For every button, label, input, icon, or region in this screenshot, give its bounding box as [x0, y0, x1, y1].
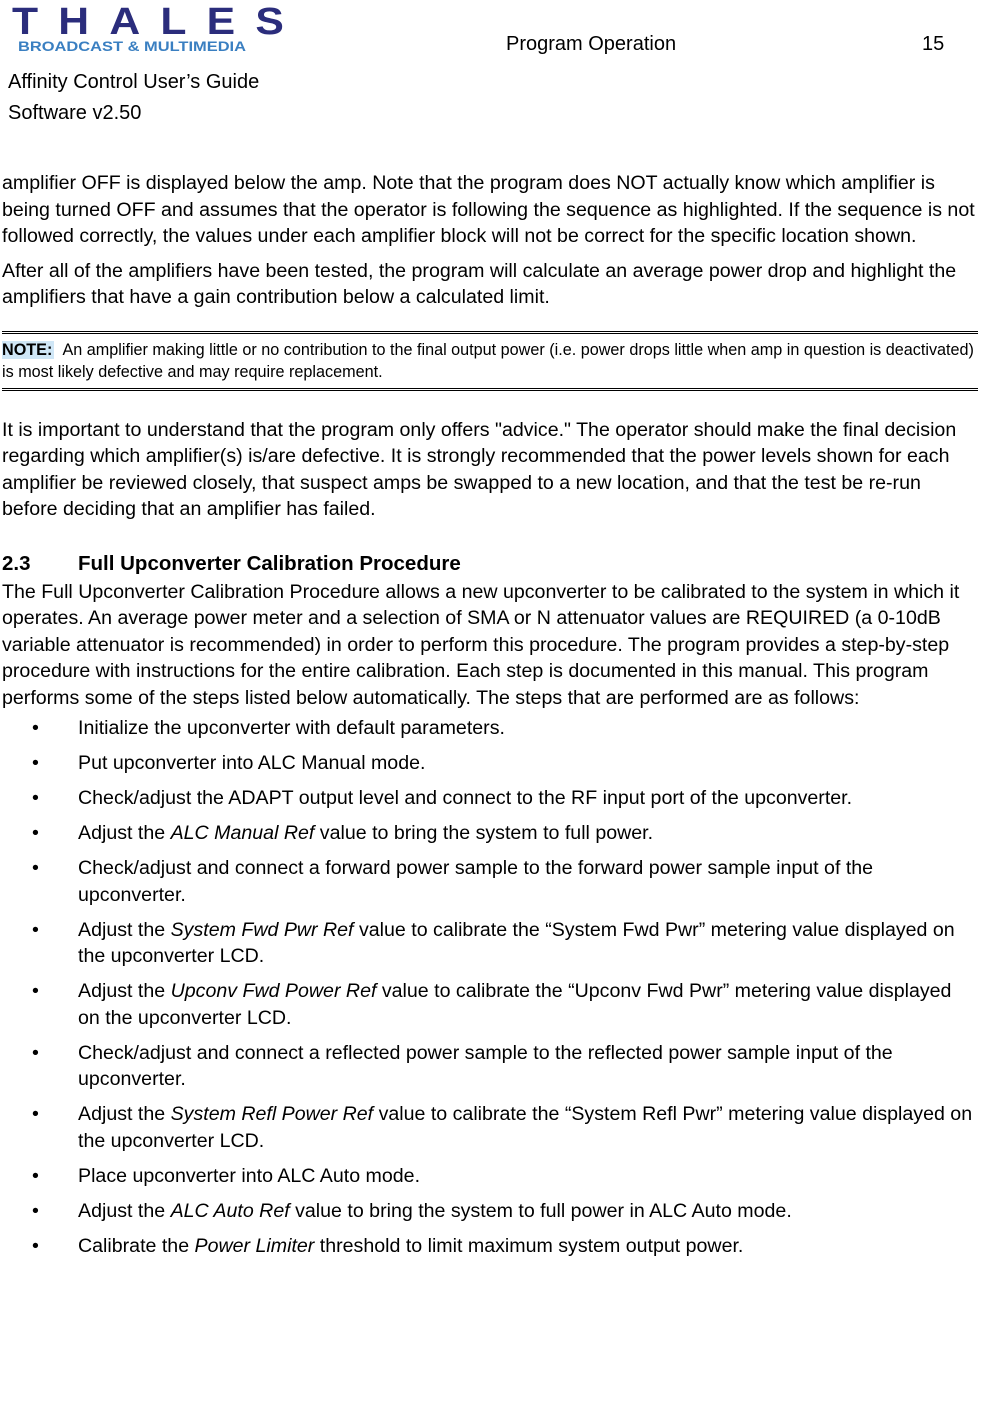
list-item: [2, 1163, 978, 1190]
list-item: [2, 820, 978, 847]
step-text: Check/adjust and connect a forward power sample to the forward power sample input of the upconverter.: [78, 857, 874, 906]
list-item: [2, 1198, 978, 1225]
step-text-continued: value to bring the system to full power in ALC Auto mode.: [289, 1199, 792, 1222]
step-text: Adjust the: [78, 918, 171, 941]
guide-title: Affinity Control User’s Guide: [8, 71, 260, 93]
step-text: Place upconverter into ALC Auto mode.: [78, 1164, 421, 1187]
list-item: [2, 1233, 978, 1260]
paragraph-average-power-drop: After all of the amplifiers have been tested, the program will calculate an average power drop and highlight the amplifiers that have a gain contribution below a calculated limit.: [2, 259, 957, 308]
list-item: [2, 917, 978, 970]
list-item: [2, 785, 978, 812]
bullet-icon: •: [32, 1041, 39, 1064]
bullet-icon: •: [32, 1234, 39, 1257]
section-title: Program Operation: [506, 33, 677, 55]
page-content: [2, 170, 978, 1268]
step-parameter-name: ALC Manual Ref: [170, 822, 315, 844]
section-intro: The Full Upconverter Calibration Procedure allows a new upconverter to be calibrated to the system in which it operates. An average power meter and a selection of SMA or N attenuator values are REQUIRED (a 0-10dB variable attenuator is recommended) in order to perform this procedure. The program provides a step-by-step procedure with instructions for the entire calibration. Each step is documented in this manual. This program performs some of the steps listed below automatically. The steps that are performed are as follows:: [2, 580, 960, 709]
note-box: [2, 331, 978, 391]
step-parameter-name: Upconv Fwd Power Ref: [170, 980, 377, 1002]
step-text: Initialize the upconverter with default parameters.: [78, 717, 505, 739]
bullet-icon: •: [32, 980, 39, 1002]
bullet-icon: •: [32, 717, 39, 739]
list-item: [2, 978, 978, 1031]
bullet-icon: •: [32, 1164, 39, 1187]
calibration-steps-list: [2, 715, 978, 1259]
bullet-icon: •: [32, 1199, 39, 1222]
list-item: [2, 1101, 978, 1154]
step-text: Put upconverter into ALC Manual mode.: [78, 752, 426, 774]
bullet-icon: •: [32, 1103, 39, 1125]
logo-tagline: BROADCAST & MULTIMEDIA: [18, 39, 247, 54]
note-text: An amplifier making little or no contribution to the final output power (i.e. power drops little when amp in question is deactivated) is most likely defective and may require replacement.: [2, 340, 974, 381]
step-parameter-name: System Refl Power Ref: [170, 1103, 374, 1125]
paragraph-advice: It is important to understand that the program only offers "advice." The operator should make the final decision regarding which amplifier(s) is/are defective. It is strongly recommended that the power levels shown for each amplifier be reviewed closely, that suspect amps be swapped to a new location, and that the test be re-run before deciding that an amplifier has failed.: [2, 418, 957, 520]
step-text-continued: value to bring the system to full power.: [314, 822, 654, 844]
header-doc-info: [8, 67, 259, 129]
bullet-icon: •: [32, 918, 39, 941]
step-text: Calibrate the: [78, 1234, 195, 1257]
step-parameter-name: ALC Auto Ref: [170, 1199, 290, 1222]
list-item: [2, 1040, 978, 1093]
section-number: 2.3: [2, 551, 31, 575]
page-number: 15: [922, 33, 945, 55]
step-parameter-name: Power Limiter: [194, 1234, 315, 1257]
list-item: [2, 715, 978, 742]
step-text: Adjust the: [78, 980, 171, 1002]
step-text: Adjust the: [78, 822, 171, 844]
thales-logo: [12, 2, 312, 54]
bullet-icon: •: [32, 787, 39, 809]
step-text: Check/adjust and connect a reflected power sample to the reflected power sample input of the upconverter.: [78, 1041, 893, 1090]
bullet-icon: •: [32, 822, 39, 844]
software-version: Software v2.50: [8, 102, 142, 124]
step-text: Check/adjust the ADAPT output level and connect to the RF input port of the upconverter.: [78, 787, 853, 809]
step-parameter-name: System Fwd Pwr Ref: [170, 918, 354, 941]
step-text-continued: value to calibrate the “Upconv Fwd Pwr” metering value displayed on the upconverter LCD.: [78, 980, 952, 1029]
step-text-continued: value to calibrate the “System Refl Pwr” metering value displayed on the upconverter LCD.: [78, 1103, 973, 1152]
section-heading: [2, 549, 978, 579]
logo-wordmark: THALES: [12, 2, 304, 43]
step-text-continued: threshold to limit maximum system output power.: [314, 1234, 744, 1257]
note-label: NOTE:: [2, 340, 53, 359]
list-item: [2, 855, 978, 908]
step-text-continued: value to calibrate the “System Fwd Pwr” metering value displayed on the upconverter LCD.: [78, 918, 955, 967]
list-item: [2, 750, 978, 777]
section-heading-title: Full Upconverter Calibration Procedure: [78, 551, 461, 575]
bullet-icon: •: [32, 857, 39, 879]
bullet-icon: •: [32, 752, 39, 774]
paragraph-amplifier-off: amplifier OFF is displayed below the amp. Note that the program does NOT actually know which amplifier is being turned OFF and assumes that the operator is following the sequence as highlighted. If the sequence is not followed correctly, the values under each amplifier block will not be correct for the specific location shown.: [2, 172, 975, 247]
step-text: Adjust the: [78, 1199, 171, 1222]
step-text: Adjust the: [78, 1103, 171, 1125]
